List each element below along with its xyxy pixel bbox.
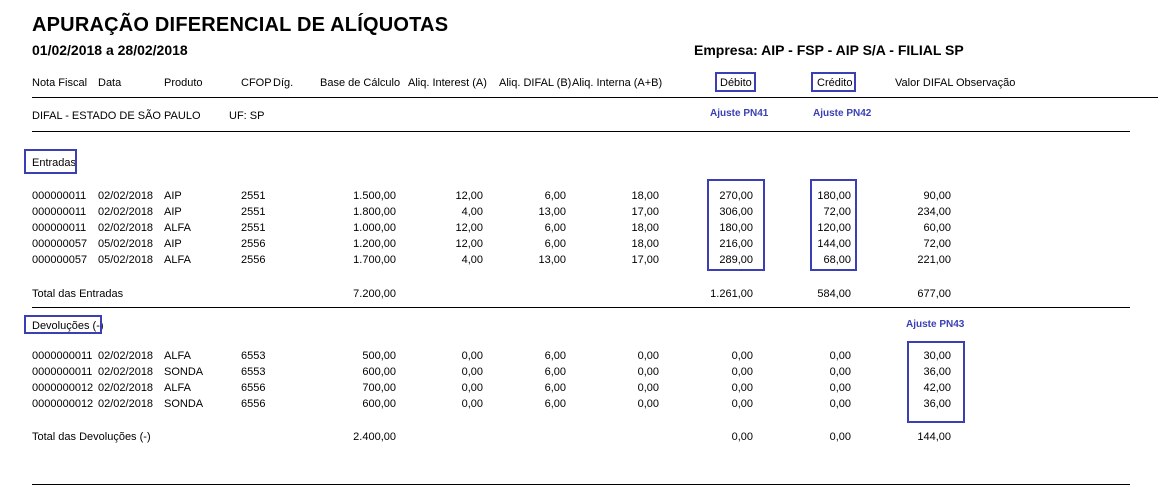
highlight-devolucoes-valor [907, 341, 965, 423]
table-cell-interest: 0,00 [461, 366, 483, 378]
table-cell-valor: 42,00 [923, 382, 951, 394]
table-cell-produto: ALFA [164, 382, 191, 394]
table-cell-credito: 72,00 [823, 206, 851, 218]
report-title: APURAÇÃO DIFERENCIAL DE ALÍQUOTAS [32, 14, 449, 36]
table-cell-data: 05/02/2018 [98, 254, 154, 266]
table-cell-produto: ALFA [164, 222, 191, 234]
table-cell-interest: 4,00 [461, 254, 483, 266]
table-cell-debito: 0,00 [731, 398, 753, 410]
total-devolucoes-credito: 0,00 [829, 431, 851, 443]
table-cell-nf: 0000000011 [32, 366, 93, 378]
table-cell-debito: 0,00 [731, 350, 753, 362]
table-cell-valor: 234,00 [917, 206, 951, 218]
header-divider [32, 97, 1158, 98]
col-base: Base de Cálculo [320, 77, 401, 89]
col-aliq-difal: Aliq. DIFAL (B) [499, 77, 572, 89]
total-entradas-label: Total das Entradas [32, 288, 124, 300]
table-cell-interna: 0,00 [637, 382, 659, 394]
table-cell-credito: 180,00 [817, 190, 851, 202]
table-cell-nf: 000000011 [32, 222, 87, 234]
table-cell-data: 02/02/2018 [98, 366, 154, 378]
col-observacao: Observação [956, 77, 1016, 89]
table-cell-credito: 144,00 [817, 238, 851, 250]
table-cell-credito: 0,00 [829, 350, 851, 362]
table-cell-difal: 13,00 [538, 206, 566, 218]
col-debito: Débito [720, 77, 752, 89]
highlight-entradas-debito [707, 179, 765, 271]
table-cell-produto: AIP [164, 206, 182, 218]
table-cell-interna: 17,00 [631, 206, 659, 218]
total-devolucoes-valor: 144,00 [917, 431, 951, 443]
table-cell-nf: 000000057 [32, 238, 88, 250]
table-cell-base: 1.000,00 [353, 222, 396, 234]
table-cell-debito: 0,00 [731, 382, 753, 394]
table-cell-base: 600,00 [362, 398, 396, 410]
table-cell-debito: 306,00 [719, 206, 753, 218]
table-cell-valor: 36,00 [923, 366, 951, 378]
table-cell-interna: 18,00 [631, 222, 659, 234]
table-cell-nf: 0000000012 [32, 382, 94, 394]
table-cell-base: 700,00 [362, 382, 396, 394]
table-cell-produto: SONDA [164, 366, 204, 378]
table-cell-cfop: 6553 [241, 366, 266, 378]
table-cell-difal: 6,00 [544, 190, 566, 202]
highlight-entradas [24, 149, 77, 174]
table-cell-debito: 216,00 [719, 238, 753, 250]
highlight-credito-header [811, 72, 856, 92]
col-credito: Crédito [817, 77, 853, 89]
table-cell-cfop: 6553 [241, 350, 266, 362]
table-cell-cfop: 6556 [241, 398, 266, 410]
table-cell-data: 02/02/2018 [98, 398, 154, 410]
table-cell-nf: 000000057 [32, 254, 88, 266]
table-cell-produto: AIP [164, 190, 182, 202]
total-entradas-debito: 1.261,00 [710, 288, 753, 300]
table-cell-data: 02/02/2018 [98, 222, 154, 234]
table-cell-cfop: 2556 [241, 238, 266, 250]
ajuste-pn43: Ajuste PN43 [906, 319, 965, 330]
table-cell-valor: 72,00 [923, 238, 951, 250]
table-cell-nf: 000000011 [32, 206, 87, 218]
table-cell-base: 1.200,00 [353, 238, 396, 250]
table-cell-base: 500,00 [362, 350, 396, 362]
state-label: DIFAL - ESTADO DE SÃO PAULO [32, 110, 201, 122]
table-cell-debito: 180,00 [719, 222, 753, 234]
total-entradas-valor: 677,00 [917, 288, 951, 300]
table-cell-valor: 221,00 [917, 254, 951, 266]
table-cell-difal: 6,00 [544, 238, 566, 250]
table-cell-produto: ALFA [164, 254, 191, 266]
table-cell-valor: 60,00 [923, 222, 951, 234]
highlight-devolucoes [24, 315, 102, 334]
highlight-debito-header [715, 72, 756, 92]
state-uf: UF: SP [229, 110, 265, 122]
report-period: 01/02/2018 a 28/02/2018 [32, 42, 188, 58]
table-cell-data: 02/02/2018 [98, 350, 154, 362]
section-entradas: Entradas [32, 157, 77, 169]
footer-divider [32, 484, 1130, 485]
total-entradas-credito: 584,00 [817, 288, 851, 300]
table-cell-interest: 12,00 [455, 222, 483, 234]
table-cell-difal: 6,00 [544, 366, 566, 378]
table-cell-cfop: 6556 [241, 382, 266, 394]
table-cell-debito: 0,00 [731, 366, 753, 378]
col-aliq-interest: Aliq. Interest (A) [408, 77, 487, 89]
table-cell-nf: 0000000011 [32, 350, 93, 362]
table-cell-data: 05/02/2018 [98, 238, 154, 250]
table-cell-interest: 0,00 [461, 350, 483, 362]
total-entradas-base: 7.200,00 [353, 288, 396, 300]
table-cell-produto: ALFA [164, 350, 191, 362]
table-cell-difal: 6,00 [544, 350, 566, 362]
total-devolucoes-debito: 0,00 [731, 431, 753, 443]
company-name: Empresa: AIP - FSP - AIP S/A - FILIAL SP [694, 42, 964, 58]
table-cell-interna: 18,00 [631, 238, 659, 250]
table-cell-credito: 120,00 [817, 222, 851, 234]
table-cell-credito: 68,00 [823, 254, 851, 266]
table-cell-valor: 30,00 [923, 350, 951, 362]
col-nota-fiscal: Nota Fiscal [32, 77, 88, 89]
table-cell-difal: 6,00 [544, 222, 566, 234]
col-cfop: CFOP [241, 77, 272, 89]
col-dig: Díg. [273, 77, 294, 89]
table-cell-interna: 17,00 [631, 254, 659, 266]
table-cell-cfop: 2556 [241, 254, 266, 266]
table-cell-debito: 270,00 [719, 190, 753, 202]
table-cell-interna: 0,00 [637, 350, 659, 362]
table-cell-cfop: 2551 [241, 222, 266, 234]
table-cell-interna: 0,00 [637, 366, 659, 378]
table-cell-base: 1.700,00 [353, 254, 396, 266]
table-cell-interna: 18,00 [631, 190, 659, 202]
table-cell-base: 600,00 [362, 366, 396, 378]
table-cell-interest: 0,00 [461, 398, 483, 410]
total-devolucoes-base: 2.400,00 [353, 431, 396, 443]
table-cell-credito: 0,00 [829, 398, 851, 410]
table-cell-interest: 4,00 [461, 206, 483, 218]
highlight-entradas-credito [810, 179, 857, 271]
table-cell-interest: 12,00 [455, 238, 483, 250]
table-cell-base: 1.500,00 [353, 190, 396, 202]
table-cell-cfop: 2551 [241, 190, 266, 202]
table-cell-produto: AIP [164, 238, 182, 250]
table-cell-credito: 0,00 [829, 382, 851, 394]
ajuste-pn42: Ajuste PN42 [813, 108, 872, 119]
col-valor-difal: Valor DIFAL [895, 77, 954, 89]
table-cell-interna: 0,00 [637, 398, 659, 410]
table-cell-base: 1.800,00 [353, 206, 396, 218]
entradas-divider [32, 307, 1130, 308]
col-produto: Produto [164, 77, 203, 89]
table-cell-credito: 0,00 [829, 366, 851, 378]
table-cell-nf: 000000011 [32, 190, 87, 202]
table-cell-data: 02/02/2018 [98, 382, 154, 394]
table-cell-data: 02/02/2018 [98, 206, 154, 218]
table-cell-produto: SONDA [164, 398, 204, 410]
table-cell-cfop: 2551 [241, 206, 266, 218]
col-data: Data [98, 77, 122, 89]
table-cell-valor: 90,00 [923, 190, 951, 202]
table-cell-difal: 6,00 [544, 382, 566, 394]
state-divider [32, 131, 1130, 132]
total-devolucoes-label: Total das Devoluções (-) [32, 431, 151, 443]
section-devolucoes: Devoluções (-) [32, 320, 104, 332]
table-cell-difal: 6,00 [544, 398, 566, 410]
table-cell-debito: 289,00 [719, 254, 753, 266]
table-cell-data: 02/02/2018 [98, 190, 154, 202]
table-cell-interest: 0,00 [461, 382, 483, 394]
table-cell-valor: 36,00 [923, 398, 951, 410]
col-aliq-interna: Aliq. Interna (A+B) [572, 77, 663, 89]
table-cell-nf: 0000000012 [32, 398, 94, 410]
table-cell-interest: 12,00 [455, 190, 483, 202]
ajuste-pn41: Ajuste PN41 [710, 108, 769, 119]
table-cell-difal: 13,00 [538, 254, 566, 266]
